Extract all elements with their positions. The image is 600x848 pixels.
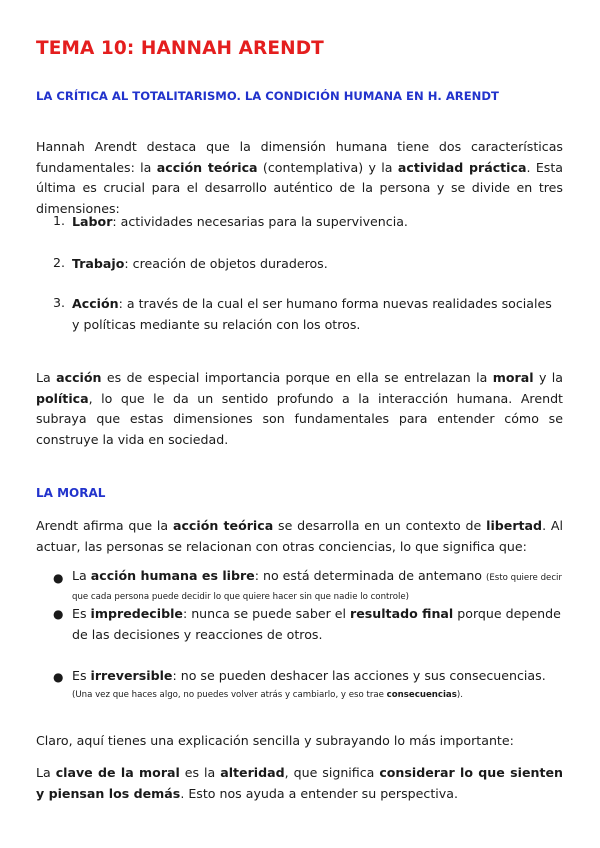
text: Es bbox=[72, 606, 91, 621]
text: La bbox=[36, 765, 56, 780]
bold-text: Labor bbox=[72, 214, 113, 229]
page-title: TEMA 10: HANNAH ARENDT bbox=[36, 38, 324, 59]
text: porque depende de las decisiones y reacciones de otros. bbox=[72, 606, 561, 642]
small-note: ). bbox=[456, 690, 463, 700]
intro-paragraph bbox=[36, 137, 563, 219]
list-item-labor bbox=[72, 212, 562, 233]
text: : a través de la cual el ser humano forma nuevas realidades sociales y políticas mediante su relación con los otros. bbox=[72, 296, 552, 332]
text: : no se pueden deshacer las acciones y sus consecuencias. bbox=[172, 668, 546, 683]
bold-text: acción humana es libre bbox=[90, 568, 255, 583]
text: Hannah Arendt destaca que la dimensión humana tiene dos características fundamentales: la bbox=[36, 139, 563, 175]
text: . Esto nos ayuda a entender su perspectiva. bbox=[180, 785, 458, 801]
text: . Esta última es crucial para el desarrollo auténtico de la persona y se divide en tres dimensiones: bbox=[36, 159, 564, 216]
bold-text: resultado final bbox=[350, 606, 454, 621]
text: : actividades necesarias para la supervivencia. bbox=[112, 214, 408, 229]
text: Es bbox=[72, 668, 91, 683]
small-note: (Una vez que haces algo, no puedes volver atrás y cambiarlo, y eso trae bbox=[72, 690, 387, 700]
bold-text: actividad práctica bbox=[397, 159, 527, 175]
text: se desarrolla en un contexto de bbox=[273, 518, 487, 533]
list-number: 3. bbox=[53, 295, 66, 310]
bold-text: clave de la moral bbox=[55, 765, 180, 780]
list-item-accion bbox=[72, 294, 562, 335]
text: , que significa bbox=[284, 765, 380, 780]
bold-text: Trabajo bbox=[72, 256, 125, 271]
bold-text: Acción bbox=[72, 296, 119, 311]
bold-text: libertad bbox=[486, 518, 543, 533]
text: . Al actuar, las personas se relacionan con otras conciencias, lo que significa que: bbox=[36, 518, 563, 554]
bullet-item-irreversible bbox=[72, 667, 564, 704]
text: La bbox=[72, 568, 91, 583]
list-item-trabajo bbox=[72, 254, 562, 275]
text: : creación de objetos duraderos. bbox=[124, 256, 328, 271]
small-note: (Esto quiere decir que cada persona puede decidir lo que quiere hacer sin que nadie lo controle) bbox=[72, 573, 562, 602]
bold-text: alteridad bbox=[220, 765, 285, 780]
claro-paragraph: Claro, aquí tienes una explicación sencilla y subrayando lo más importante: bbox=[36, 733, 514, 748]
text: La bbox=[36, 370, 57, 385]
list-number: 1. bbox=[53, 213, 66, 228]
text: es la bbox=[179, 765, 221, 780]
bold-text: acción teórica bbox=[172, 518, 274, 533]
bold-text: acción teórica bbox=[156, 159, 258, 175]
bold-text: considerar lo que sienten y piensan los demás bbox=[36, 765, 563, 801]
clave-paragraph bbox=[36, 763, 563, 804]
bullet-icon: ● bbox=[53, 607, 64, 621]
text: , lo que le da un sentido profundo a la interacción humana. Arendt subraya que estas dimensiones son fundamentales para entender cómo se construye la vida en sociedad. bbox=[36, 390, 563, 447]
list-number: 2. bbox=[53, 255, 66, 270]
bullet-item-libre bbox=[72, 568, 564, 605]
text: Arendt afirma que la bbox=[36, 518, 173, 533]
moral-heading: LA MORAL bbox=[36, 486, 106, 500]
text: y la bbox=[533, 370, 564, 385]
bold-text: moral bbox=[492, 370, 534, 385]
moral-paragraph bbox=[36, 516, 563, 557]
bullet-icon: ● bbox=[53, 571, 64, 585]
accion-paragraph bbox=[36, 368, 563, 450]
bold-text: irreversible bbox=[90, 668, 173, 683]
text: : nunca se puede saber el bbox=[182, 606, 351, 621]
bullet-item-impredecible bbox=[72, 604, 564, 645]
bold-text: acción bbox=[56, 370, 102, 385]
bold-text: política bbox=[36, 390, 89, 406]
small-bold-note: consecuencias bbox=[386, 690, 457, 700]
text: es de especial importancia porque en ella se entrelazan la bbox=[101, 370, 493, 385]
text: : no está determinada de antemano bbox=[254, 568, 487, 583]
bold-text: impredecible bbox=[90, 606, 183, 621]
text: (contemplativa) y la bbox=[257, 159, 398, 175]
section-subtitle: LA CRÍTICA AL TOTALITARISMO. LA CONDICIÓN HUMANA EN H. ARENDT bbox=[36, 89, 499, 103]
bullet-icon: ● bbox=[53, 670, 64, 684]
